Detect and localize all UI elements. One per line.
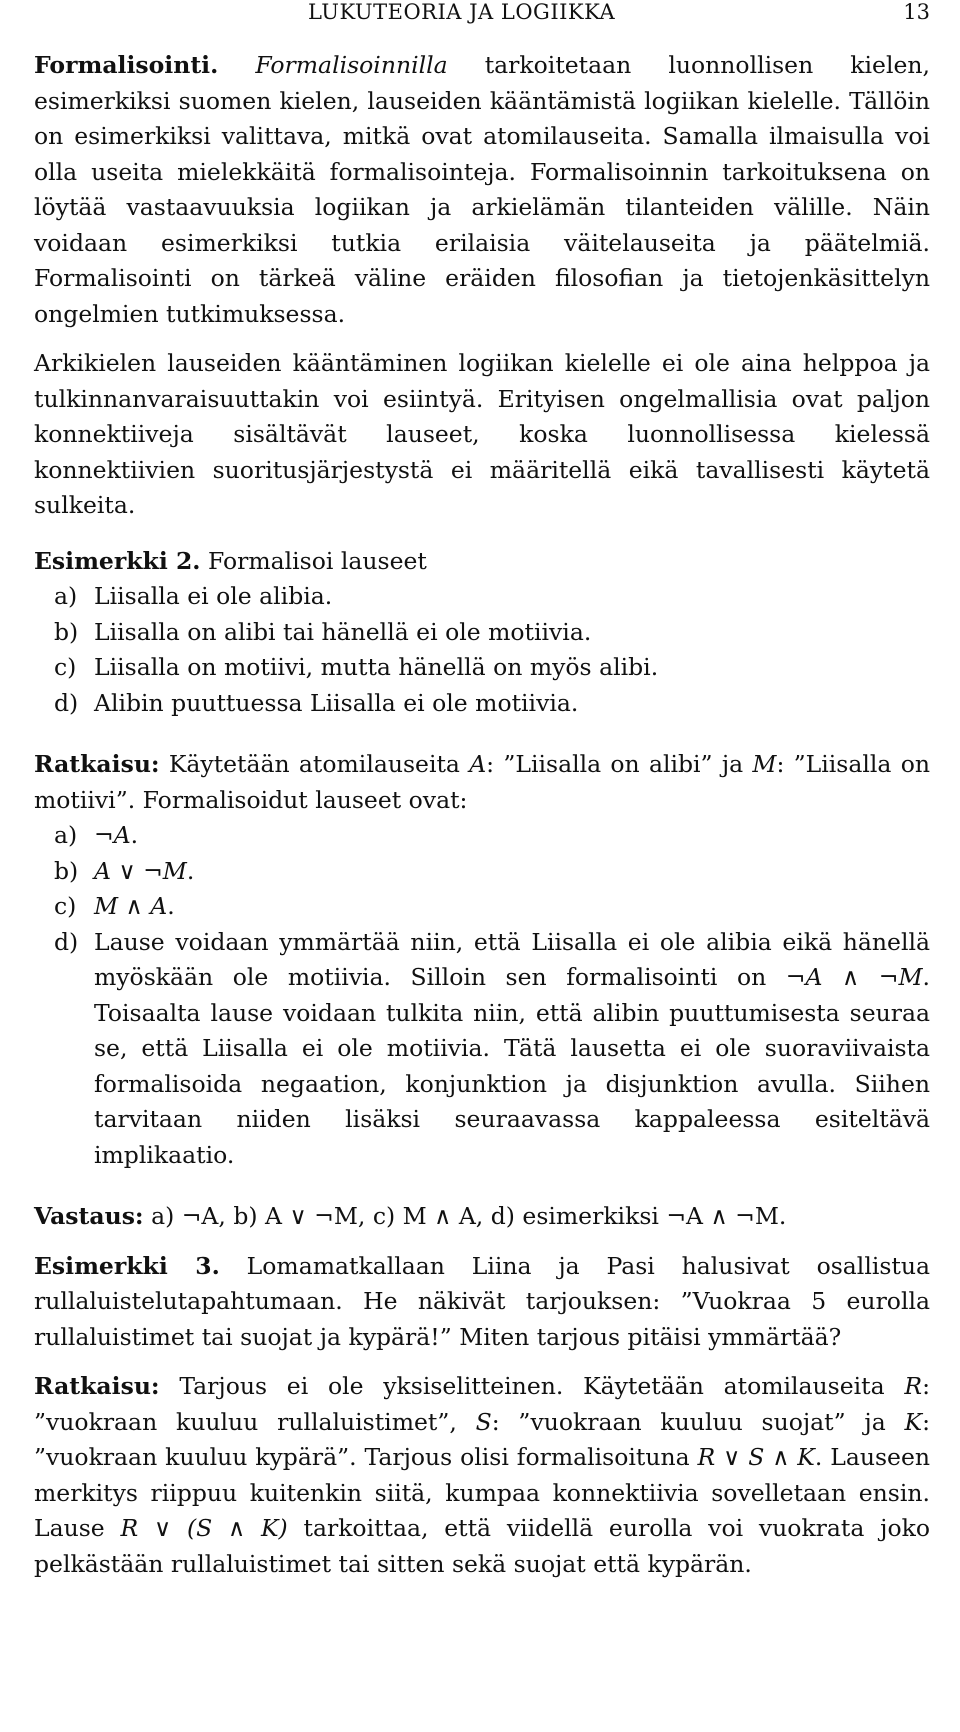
- item-text: .: [167, 892, 175, 920]
- list-item: [34, 818, 930, 854]
- example-label: Esimerkki 2.: [34, 546, 201, 575]
- item-label: c): [54, 653, 77, 681]
- page-body: [34, 48, 930, 1582]
- item-text: Liisalla ei ole alibia.: [94, 582, 333, 610]
- solution-text: Tarjous ei ole yksiselitteinen. Käytetään atomilauseita: [159, 1372, 905, 1400]
- solution-text: tarkoittaa, että viidellä eurolla voi vuokrata joko pelkästään rullaluistimet tai sitten sekä suojat että kypärän.: [34, 1514, 930, 1578]
- item-label: a): [54, 582, 78, 610]
- item-text-part: Lause voidaan ymmärtää niin, että Liisalla ei ole alibia eikä hänellä myöskään ole motiivia. Silloin sen formalisointi on: [94, 927, 930, 991]
- example-2-solution-list: [34, 818, 930, 1173]
- defined-term: Formalisoinnilla: [255, 51, 448, 79]
- formula: A ∨ ¬M: [94, 856, 187, 885]
- list-item: [34, 854, 930, 890]
- item-label: d): [54, 688, 79, 717]
- paragraph-everyday-language: Arkikielen lauseiden kääntäminen logiikan kielelle ei ole aina helppoa ja tulkinnanvaraisuuttakin voi esiintyä. Erityisen ongelmallisia ovat paljon konnektiiveja sisältävät lauseet, koska luonnollisessa kielessä konnektiivien suoritusjärjestystä ei määritellä eikä tavallisesti käytetä sulkeita.: [34, 349, 930, 519]
- answer-text: a) ¬A, b) A ∨ ¬M, c) M ∧ A, d) esimerkiksi ¬A ∧ ¬M.: [143, 1202, 787, 1230]
- item-text: Liisalla on alibi tai hänellä ei ole motiivia.: [94, 617, 592, 646]
- example-2-sentence-list: [34, 579, 930, 721]
- page-header: [34, 0, 930, 28]
- example-3-solution: [34, 1369, 930, 1582]
- example-2-solution-intro: [34, 747, 930, 818]
- example-2-heading: [34, 544, 930, 580]
- solution-label: Ratkaisu:: [34, 1372, 160, 1400]
- item-text-part: . Toisaalta lause voidaan tulkita niin, että alibin puuttumisesta seuraa se, että Liisalla ei ole motiivia. Tätä lausetta ei ole suoraviivaista formalisoida negaation, konjunktion ja disjunktion avulla. Siihen tarvitaan niiden lisäksi seuraavassa kappaleessa esiteltävä implikaatio.: [94, 963, 930, 1169]
- formula: R ∨ S ∧ K: [697, 1443, 815, 1471]
- item-text: .: [130, 821, 139, 849]
- solution-label: Ratkaisu:: [34, 750, 160, 778]
- list-item: [34, 925, 930, 1174]
- example-prompt: Formalisoi lauseet: [200, 546, 427, 575]
- item-label: c): [54, 892, 77, 920]
- item-label: b): [54, 856, 79, 885]
- item-label: a): [54, 821, 78, 849]
- example-2-answer: [34, 1199, 930, 1235]
- running-title: LUKUTEORIA JA LOGIIKKA: [308, 0, 616, 24]
- example-text: Lomamatkallaan Liina ja Pasi halusivat osallistua rullaluistelutapahtumaan. He näkivät tarjouksen: ”Vuokraa 5 eurolla rullaluistimet tai suojat ja kypärä!” Miten tarjous pitäisi ymmärtää?: [34, 1251, 930, 1351]
- item-label: b): [54, 617, 79, 646]
- list-item: [34, 579, 930, 615]
- formula: ¬A ∧ ¬M: [785, 963, 923, 991]
- item-text: .: [186, 856, 195, 885]
- item-text: [94, 925, 930, 1174]
- atom-r: R: [904, 1372, 923, 1400]
- atom-k: K: [904, 1407, 923, 1436]
- page-number: 13: [903, 0, 930, 24]
- formula: ¬A: [94, 821, 131, 849]
- item-label: d): [54, 927, 79, 956]
- atom-s: S: [475, 1407, 492, 1436]
- atom-a: A: [469, 750, 487, 778]
- atom-m: M: [752, 750, 777, 778]
- list-item: [34, 650, 930, 686]
- formula: M ∧ A: [94, 892, 168, 920]
- list-item: [34, 615, 930, 651]
- solution-text: . Lauseen merkitys riippuu kuitenkin siitä, kumpaa konnektiivia sovelletaan ensin. Lause: [34, 1443, 930, 1542]
- item-text: Liisalla on motiivi, mutta hänellä on myös alibi.: [94, 653, 659, 681]
- example-label: Esimerkki 3.: [34, 1251, 220, 1280]
- section-heading: Formalisointi.: [34, 51, 219, 79]
- paragraph-text: tarkoitetaan luonnollisen kielen, esimerkiksi suomen kielen, lauseiden kääntämistä logiikan kielelle. Tällöin on esimerkiksi valittava, mitkä ovat atomilauseita. Samalla ilmaisulla voi olla useita mielekkäitä formalisointeja. Formalisoinnin tarkoituksena on löytää vastaavuuksia logiikan ja arkielämän tilanteiden välille. Näin voidaan esimerkiksi tutkia erilaisia väitelauseita ja päätelmiä. Formalisointi on tärkeä väline eräiden filosofian ja tietojenkäsittelyn ongelmien tutkimuksessa.: [34, 51, 930, 328]
- item-text: Alibin puuttuessa Liisalla ei ole motiivia.: [94, 688, 579, 717]
- answer-label: Vastaus:: [34, 1202, 144, 1230]
- solution-text: : ”vuokraan kuuluu rullaluistimet”,: [34, 1372, 930, 1436]
- list-item: [34, 889, 930, 925]
- formula: R ∨ (S ∧ K): [120, 1514, 288, 1542]
- solution-text: : ”vuokraan kuuluu kypärä”. Tarjous olisi formalisoituna: [34, 1407, 930, 1471]
- solution-text: : ”vuokraan kuuluu suojat” ja: [491, 1407, 905, 1436]
- solution-text: : ”Liisalla on alibi” ja: [486, 750, 753, 778]
- solution-text: Käytetään atomilauseita: [159, 750, 470, 778]
- paragraph-formalization: [34, 48, 930, 332]
- list-item: [34, 686, 930, 722]
- solution-text: : ”Liisalla on motiivi”. Formalisoidut lauseet ovat:: [34, 750, 930, 814]
- example-3: [34, 1249, 930, 1356]
